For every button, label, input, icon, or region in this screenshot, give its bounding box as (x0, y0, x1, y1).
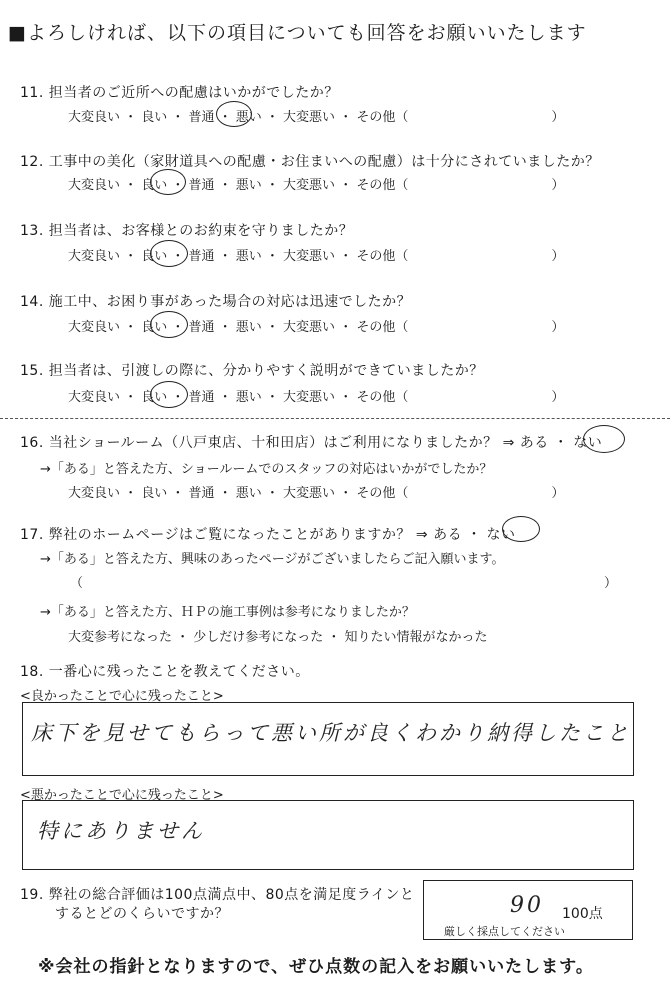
section-header: ■よろしければ、以下の項目についても回答をお願いいたします (8, 22, 587, 44)
question-text: 当社ショールーム（八戸東店、十和田店）はご利用になりましたか？ ⇒ ある ・ ない (48, 435, 603, 451)
rating-options-14[interactable]: 大変良い ・ 良い ・ 普通 ・ 悪い ・ 大変悪い ・ その他（ ） (68, 320, 565, 335)
section-divider (0, 418, 670, 419)
question-text: 担当者は、お客様とのお約束を守りましたか？ (48, 223, 354, 239)
question-text: 担当者のご近所への配慮はいかがでしたか？ (48, 85, 339, 101)
question-number: 15. (20, 363, 44, 379)
rating-options-12[interactable]: 大変良い ・ 良い ・ 普通 ・ 悪い ・ 大変悪い ・ その他（ ） (68, 178, 565, 193)
question-text: 工事中の美化（家財道具への配慮・お住まいへの配慮）は十分にされていましたか？ (48, 154, 600, 170)
paren-close: ） (604, 576, 618, 591)
question-text: 担当者は、引渡しの際に、分かりやすく説明ができていましたか？ (48, 363, 484, 379)
good-answer-text: 床下を見せてもらって悪い所が良くわかり納得したこと (31, 721, 631, 745)
rating-options-13[interactable]: 大変良い ・ 良い ・ 普通 ・ 悪い ・ 大変悪い ・ その他（ ） (68, 249, 565, 264)
question-text: 弊社のホームページはご覧になったことがありますか？ ⇒ ある ・ ない (48, 527, 516, 543)
good-answer-box[interactable] (22, 702, 634, 776)
question-number: 14. (20, 294, 44, 310)
question-number: 17. (20, 527, 44, 543)
question-17 (20, 524, 515, 544)
question-19 (20, 884, 414, 904)
question-number: 11. (20, 85, 44, 101)
question-15 (20, 360, 484, 380)
question-number: 16. (20, 435, 44, 451)
question-number: 18. (20, 664, 44, 680)
question-14 (20, 291, 411, 311)
score-note: 厳しく採点してください (444, 925, 565, 938)
score-box[interactable] (423, 880, 633, 940)
q17-followup-1: →「ある」と答えた方、興味のあったページがございましたらご記入願います。 (40, 552, 505, 567)
bad-label: <悪かったことで心に残ったこと> (20, 788, 224, 803)
hp-reference-options[interactable]: 大変参考になった ・ 少しだけ参考になった ・ 知りたい情報がなかった (68, 630, 488, 645)
question-18 (20, 661, 310, 681)
question-number: 19. (20, 887, 44, 903)
footer-note: ※会社の指針となりますので、ぜひ点数の記入をお願いいたします。 (38, 957, 594, 977)
q16-followup: →「ある」と答えた方、ショールームでのスタッフの対応はいかがでしたか？ (40, 462, 493, 477)
q17-followup-2: →「ある」と答えた方、ＨＰの施工事例は参考になりましたか？ (40, 605, 415, 620)
bad-answer-text: 特にありません (37, 819, 205, 843)
bad-answer-box[interactable] (22, 800, 634, 870)
good-label: <良かったことで心に残ったこと> (20, 689, 224, 704)
score-max-label: 100点 (562, 906, 603, 922)
question-16 (20, 432, 602, 452)
rating-options-15[interactable]: 大変良い ・ 良い ・ 普通 ・ 悪い ・ 大変悪い ・ その他（ ） (68, 390, 565, 405)
question-text: 弊社の総合評価は100点満点中、80点を満足度ラインと (48, 887, 415, 903)
question-19-line2: するとどのくらいですか？ (55, 906, 229, 922)
question-12 (20, 151, 600, 171)
rating-options-11[interactable]: 大変良い ・ 良い ・ 普通 ・ 悪い ・ 大変悪い ・ その他（ ） (68, 110, 565, 125)
question-text: 一番心に残ったことを教えてください。 (48, 664, 310, 680)
question-text: 施工中、お困り事があった場合の対応は迅速でしたか？ (48, 294, 412, 310)
paren-open: （ (70, 576, 84, 591)
question-number: 12. (20, 154, 44, 170)
question-number: 13. (20, 223, 44, 239)
score-value: 90 (510, 893, 544, 918)
question-13 (20, 220, 353, 240)
rating-options-16[interactable]: 大変良い ・ 良い ・ 普通 ・ 悪い ・ 大変悪い ・ その他（ ） (68, 486, 565, 501)
question-11 (20, 82, 339, 102)
